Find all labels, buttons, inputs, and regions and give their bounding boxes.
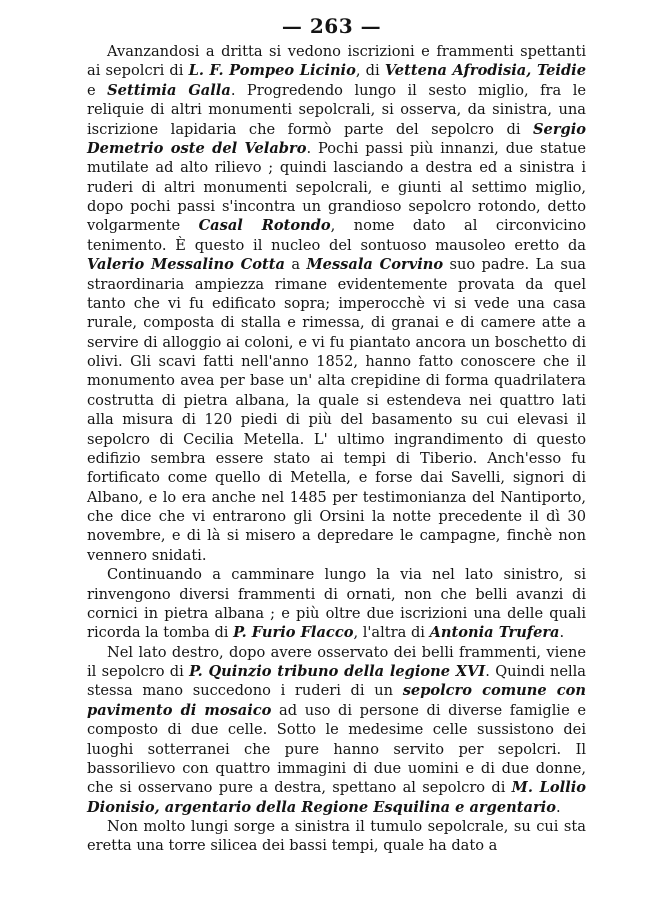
paragraph xyxy=(87,817,586,856)
italic-run: Sergio Demetrio oste del Velabro xyxy=(87,120,586,157)
text-run: . Progredendo lungo il sesto miglio, fra le reliquie di altri monumenti sepolcrali, si osserva, da sinistra, una iscrizione lapidaria che formò parte del sepolcro di xyxy=(87,81,587,138)
page-number: — 263 — xyxy=(281,14,382,38)
text-run: , di xyxy=(355,62,385,80)
text-run: suo padre. La sua straordinaria ampiezza rimane evidentemente provata da quel tanto che vi fu edificato sopra; imperocchè vi si vede una casa rurale, composta di stalla e rimessa, di granai e di camere atte a servire di alloggio ai coloni, e vi fu piantato ancora un boschetto di olivi. Gli scavi fatti nell'anno 1852, hanno fatto conoscere che il monumento avea per base un' alta crepidine di forma quadrilatera costrutta di pietra albana, la quale si estendeva nei quattro lati alla misura di 120 piedi di più del basamento su cui elevasi il sepolcro di Cecilia Metella. L' ultimo ingrandimento di questo edifizio sembra essere stato ai tempi di Tiberio. Anch'esso fu fortificato come quello di Metella, e forse dai Savelli, signori di Albano, e lo era anche nel 1485 per testimonianza del Nantiporto, che dice che vi entrarono gli Orsini la notte precedente il dì 30 novembre, e di là si misero a depredare le campagne, finchè non vennero snidati. xyxy=(87,256,586,564)
text-run: Non molto lungi sorge a sinistra il tumulo sepolcrale, su cui sta eretta una torre silicea dei bassi tempi, quale ha dato a xyxy=(87,818,586,855)
italic-run: Settimia Galla xyxy=(107,81,231,99)
text-run: Continuando a camminare lungo la via nel lato sinistro, si rinvengono diversi frammenti di ornati, non che belli avanzi di cornici in pietra albana ; e più oltre due iscrizioni una delle quali ricorda la tomba di xyxy=(87,566,586,642)
text-run: . Pochi passi più innanzi, due statue mutilate ad alto rilievo ; quindi lasciando a destra ed a sinistra i ruderi di altri monumenti sepolcrali, e giunti al settimo miglio, dopo pochi passi s'incontra un grandioso sepolcro rotondo, detto volgarmente xyxy=(87,139,587,235)
italic-run: Messala Corvino xyxy=(306,256,444,274)
text-run: ad uso di persone di diverse famiglie e composto di due celle. Sotto le medesime celle sussistono dei luoghi sotterranei che pure hanno servito per sepolcri. Il bassorilievo con quattro immagini di due uomini e di due donne, che si osservano pure a destra, spettano al sepolcro di xyxy=(87,701,586,797)
paragraph xyxy=(87,42,586,565)
italic-run: L. F. Pompeo Licinio xyxy=(188,62,356,80)
text-run: . Quindi nella stessa mano succedono i ruderi di un xyxy=(87,663,586,700)
italic-run: Casal Rotondo xyxy=(198,217,331,235)
text-run: , nome dato al circonvicino tenimento. È questo il nucleo del sontuoso mausoleo eretto da xyxy=(87,217,586,254)
italic-run: P. Furio Flacco xyxy=(233,624,354,642)
body-text xyxy=(87,42,586,856)
text-run: Avanzandosi a dritta si vedono iscrizioni e frammenti spettanti ai sepolcri di xyxy=(87,43,586,80)
italic-run: P. Quinzio tribuno della legione XVI xyxy=(189,663,486,680)
text-run: , l'altra di xyxy=(353,624,430,642)
italic-run: Valerio Messalino Cotta xyxy=(87,256,285,274)
text-run: . xyxy=(555,798,561,816)
italic-run: sepolcro comune con pavimento di mosaico xyxy=(87,682,586,719)
italic-run: Antonia Trufera xyxy=(429,624,560,642)
italic-run: Vettena Afrodisia, Teidie xyxy=(384,62,586,80)
text-run: a xyxy=(284,256,307,274)
text-run: e xyxy=(87,81,108,99)
paragraph xyxy=(87,565,586,643)
text-run: Nel lato destro, dopo avere osservato dei belli frammenti, viene il sepolcro di xyxy=(87,643,586,680)
paragraph xyxy=(87,643,586,817)
italic-run: M. Lollio Dionisio, argentario della Regione Esquilina e argentario xyxy=(87,779,586,816)
text-run: . xyxy=(559,624,565,642)
